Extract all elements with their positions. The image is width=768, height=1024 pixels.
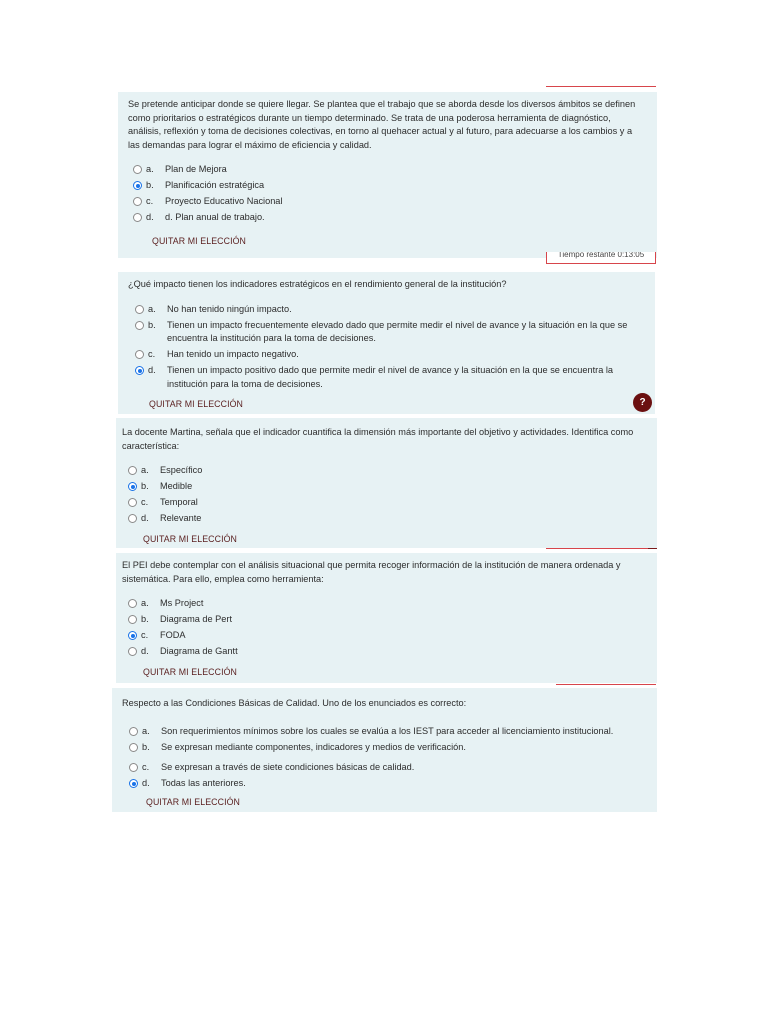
option-text: Específico — [160, 465, 203, 475]
radio-button[interactable] — [129, 743, 138, 752]
radio-button-selected[interactable] — [129, 779, 138, 788]
option-letter: d. — [141, 646, 149, 656]
option-text: Tienen un impacto positivo dado que permite medir el nivel de avance y la situación en la que se encuentra la institución para la toma de decisiones. — [167, 365, 614, 389]
question-card-2 — [118, 272, 655, 414]
option-letter: d. — [142, 778, 150, 788]
option-letter: b. — [141, 481, 149, 491]
radio-button[interactable] — [133, 165, 142, 174]
radio-button[interactable] — [135, 350, 144, 359]
radio-button[interactable] — [128, 466, 137, 475]
option-b[interactable] — [128, 480, 643, 494]
option-letter: c. — [146, 196, 154, 206]
option-d[interactable] — [128, 512, 643, 526]
option-letter: d. — [141, 513, 149, 523]
clear-choice-link[interactable]: QUITAR MI ELECCIÓN — [146, 797, 241, 807]
option-text: Se expresan mediante componentes, indicadores y medios de verificación. — [161, 741, 466, 752]
radio-button[interactable] — [135, 321, 144, 330]
option-text: Temporal — [160, 497, 198, 507]
radio-button[interactable] — [133, 213, 142, 222]
option-a[interactable] — [129, 725, 643, 739]
question-card-3 — [116, 418, 657, 548]
option-text: Diagrama de Pert — [160, 614, 233, 624]
question-text: La docente Martina, señala que el indicador cuantifica la dimensión más importante del objetivo y actividades. Identifica como característica: — [122, 427, 634, 451]
option-d[interactable] — [128, 645, 643, 659]
radio-button-selected[interactable] — [128, 631, 137, 640]
option-letter: a. — [148, 303, 156, 314]
option-c[interactable] — [128, 629, 643, 643]
radio-button[interactable] — [133, 197, 142, 206]
option-text: FODA — [160, 630, 186, 640]
option-text: Proyecto Educativo Nacional — [165, 196, 283, 206]
option-letter: a. — [142, 725, 150, 736]
option-letter: d. — [146, 212, 154, 222]
option-c[interactable] — [133, 195, 643, 209]
question-text: Se pretende anticipar donde se quiere llegar. Se plantea que el trabajo que se aborda desde los diversos ámbitos se definen como prioritarios o estratégicos durante un tiempo determinado. Se trata de una poderosa herramienta de diagnóstico, análisis, reflexión y toma de decisiones colectivas, en torno al quehacer actual y al futuro, para adecuarse a los cambios y a las demandas para lograr el máximo de eficiencia y calidad. — [128, 99, 636, 150]
option-text: No han tenido ningún impacto. — [167, 303, 292, 314]
radio-button-selected[interactable] — [128, 482, 137, 491]
option-text: Han tenido un impacto negativo. — [167, 349, 299, 359]
option-letter: a. — [141, 598, 149, 608]
clear-choice-link[interactable]: QUITAR MI ELECCIÓN — [152, 236, 247, 246]
option-text: d. Plan anual de trabajo. — [165, 212, 265, 222]
option-text: Tienen un impacto frecuentemente elevado dado que permite medir el nivel de avance y la situación en la que se encuentra la institución para la toma de decisiones. — [167, 319, 628, 343]
option-letter: a. — [146, 164, 154, 174]
option-letter: d. — [148, 365, 156, 375]
option-letter: c. — [141, 630, 149, 640]
option-text: Ms Project — [160, 598, 204, 608]
option-a[interactable] — [128, 464, 643, 478]
option-text: Se expresan a través de siete condiciones básicas de calidad. — [161, 762, 415, 772]
radio-button[interactable] — [128, 514, 137, 523]
question-card-4 — [116, 553, 657, 683]
option-d[interactable] — [129, 777, 643, 791]
option-text: Todas las anteriores. — [161, 778, 246, 788]
option-d[interactable] — [133, 211, 643, 225]
radio-button[interactable] — [129, 763, 138, 772]
option-a[interactable] — [135, 303, 641, 317]
red-border-fragment — [546, 548, 656, 549]
option-text: Medible — [160, 481, 193, 491]
option-a[interactable] — [133, 163, 643, 177]
option-letter: b. — [142, 741, 150, 752]
option-b[interactable] — [129, 741, 643, 755]
answer-options — [128, 597, 643, 659]
option-letter: b. — [146, 180, 154, 190]
question-text: El PEI debe contemplar con el análisis situacional que permita recoger información de la institución de manera ordenada y sistemática. Para ello, emplea como herramienta: — [122, 560, 621, 584]
option-text: Son requerimientos mínimos sobre los cuales se evalúa a los IEST para acceder al licenciamiento institucional. — [161, 725, 614, 736]
timer-fragment: Tiempo restante 0:13:05 — [546, 252, 656, 264]
option-letter: c. — [148, 349, 156, 359]
option-c[interactable] — [135, 348, 641, 362]
clear-choice-link[interactable]: QUITAR MI ELECCIÓN — [143, 534, 238, 544]
radio-button-selected[interactable] — [133, 181, 142, 190]
question-text: ¿Qué impacto tienen los indicadores estratégicos en el rendimiento general de la institución? — [128, 279, 507, 289]
option-letter: b. — [141, 614, 149, 624]
radio-button[interactable] — [128, 647, 137, 656]
radio-button[interactable] — [128, 599, 137, 608]
clear-choice-link[interactable]: QUITAR MI ELECCIÓN — [143, 667, 238, 677]
answer-options — [133, 163, 643, 225]
clear-choice-link[interactable]: QUITAR MI ELECCIÓN — [149, 398, 244, 409]
option-text: Relevante — [160, 513, 202, 523]
option-b[interactable] — [128, 613, 643, 627]
option-text: Plan de Mejora — [165, 164, 227, 174]
answer-options — [135, 303, 641, 392]
radio-button[interactable] — [128, 498, 137, 507]
option-c[interactable] — [129, 761, 643, 775]
question-card-5 — [112, 688, 657, 812]
question-card-1 — [118, 92, 657, 258]
question-text: Respecto a las Condiciones Básicas de Calidad. Uno de los enunciados es correcto: — [122, 698, 467, 708]
option-b[interactable] — [133, 179, 643, 193]
option-d[interactable] — [135, 364, 641, 391]
radio-button[interactable] — [129, 727, 138, 736]
option-letter: b. — [148, 319, 156, 330]
radio-button[interactable] — [135, 305, 144, 314]
option-text: Diagrama de Gantt — [160, 646, 238, 656]
help-icon[interactable]: ? — [633, 393, 652, 412]
option-letter: c. — [141, 497, 149, 507]
radio-button[interactable] — [128, 615, 137, 624]
answer-options — [128, 464, 643, 526]
answer-options — [129, 725, 643, 791]
red-border-fragment — [546, 86, 656, 87]
radio-button-selected[interactable] — [135, 366, 144, 375]
option-a[interactable] — [128, 597, 643, 611]
option-b[interactable] — [135, 319, 641, 346]
option-letter: c. — [142, 762, 150, 772]
option-c[interactable] — [128, 496, 643, 510]
red-border-fragment — [556, 684, 656, 685]
option-text: Planificación estratégica — [165, 180, 265, 190]
option-letter: a. — [141, 465, 149, 475]
